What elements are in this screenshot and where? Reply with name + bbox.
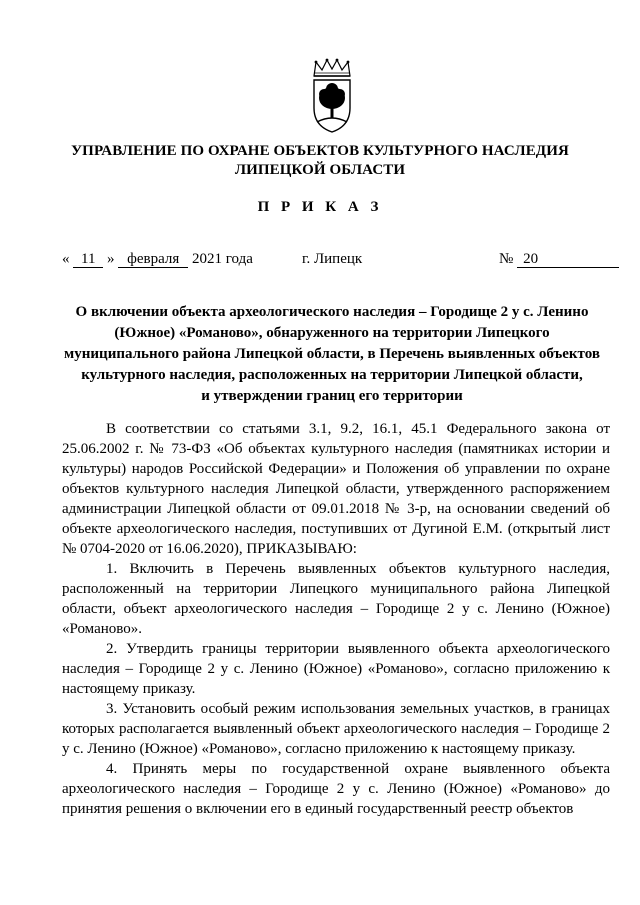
- document-city: г. Липецк: [302, 251, 363, 267]
- subject-line: и утверждении границ его территории: [201, 388, 463, 404]
- number-value: 20: [517, 251, 619, 268]
- subject-line: (Южное) «Романово», обнаруженного на территории Липецкого: [114, 325, 550, 341]
- org-line-1: УПРАВЛЕНИЕ ПО ОХРАНЕ ОБЪЕКТОВ КУЛЬТУРНОГО НАСЛЕДИЯ: [71, 143, 569, 159]
- date-quote-close: »: [107, 251, 115, 267]
- subject-line: культурного наследия, расположенных на территории Липецкой области,: [81, 367, 583, 383]
- lipetsk-coat-of-arms-icon: [308, 58, 356, 134]
- body-paragraph-preamble: В соответствии со статьями 3.1, 9.2, 16.1, 45.1 Федерального закона от 25.06.2002 г. № 73-ФЗ «Об объектах культурного наследия (памятниках истории и культуры) народов Российской Федерации» и Положения об управлении по охране объектов культурного наследия Липецкой области, утвержденного распоряжением администрации Липецкой области от 09.01.2018 № 3-р, на основании сведений об объекте археологического наследия, поступивших от Дугиной Е.М. (открытый лист № 0704-2020 от 16.06.2020), ПРИКАЗЫВАЮ:: [62, 421, 610, 557]
- org-line-2: ЛИПЕЦКОЙ ОБЛАСТИ: [234, 162, 406, 178]
- order-subject: [58, 302, 606, 407]
- document-type-title: П Р И К А З: [257, 199, 383, 215]
- body-paragraph-4: 4. Принять меры по государственной охране выявленного объекта археологического наследия – Городище 2 у с. Ленино (Южное) «Романово» до принятия решения о включении его в единый государственный реестр объектов: [62, 761, 610, 817]
- organization-header: [40, 142, 600, 180]
- document-date: [62, 250, 253, 268]
- date-month: февраля: [118, 251, 188, 268]
- date-day: 11: [73, 251, 103, 268]
- date-quote-open: «: [62, 251, 70, 267]
- date-year: 2021 года: [192, 251, 253, 267]
- subject-line: муниципального района Липецкой области, в Перечень выявленных объектов: [64, 346, 600, 362]
- body-paragraph-2: 2. Утвердить границы территории выявленного объекта археологического наследия – Городище 2 у с. Ленино (Южное) «Романово», согласно приложению к настоящему приказу.: [62, 641, 610, 697]
- body-paragraph-1: 1. Включить в Перечень выявленных объектов культурного наследия, расположенный на территории Липецкого муниципального района Липецкой области, объект археологического наследия – Городище 2 у с. Ленино (Южное) «Романово».: [62, 561, 610, 637]
- number-label: №: [499, 251, 514, 267]
- order-body: [62, 419, 610, 819]
- subject-line: О включении объекта археологического наследия – Городище 2 у с. Ленино: [75, 304, 589, 320]
- document-number: [499, 250, 619, 268]
- body-paragraph-3: 3. Установить особый режим использования земельных участков, в границах которых располагается выявленный объект археологического наследия – Городище 2 у с. Ленино (Южное) «Романово», согласно приложению к настоящему приказу.: [62, 701, 610, 757]
